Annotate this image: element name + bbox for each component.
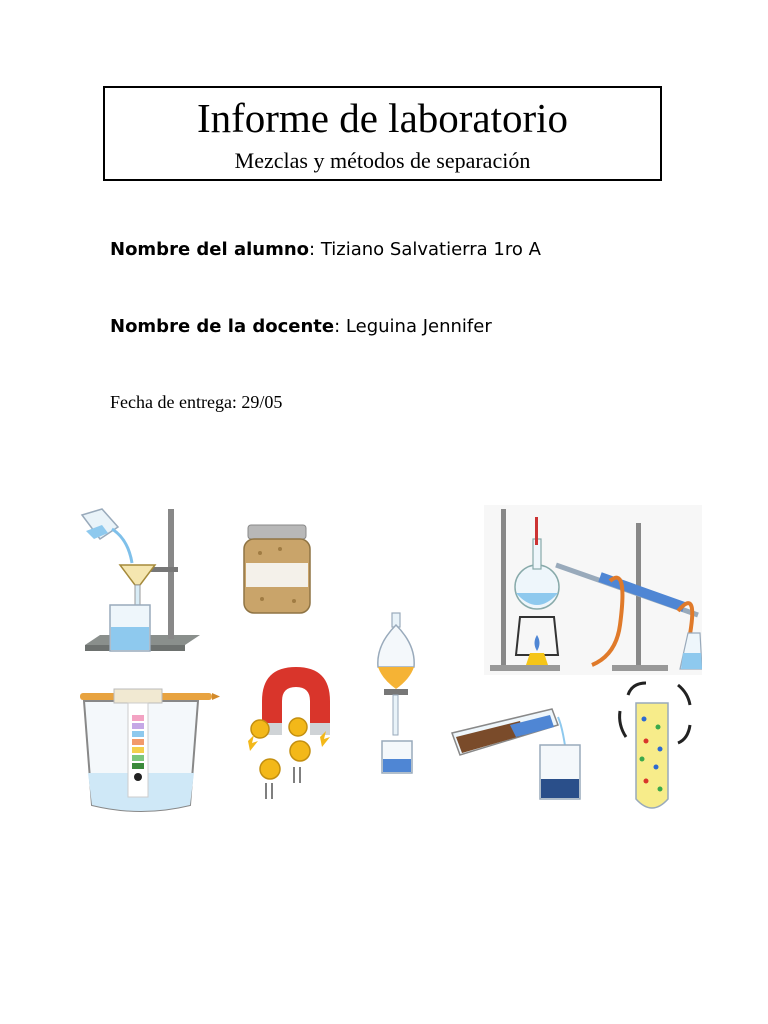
sand-jar-icon — [244, 525, 310, 613]
delivery-date: Fecha de entrega: 29/05 — [110, 392, 283, 412]
page-title: Informe de laboratorio — [196, 95, 569, 141]
page-subtitle: Mezclas y métodos de separación — [234, 148, 531, 173]
student-field: Nombre del alumno: Tiziano Salvatierra 1ro A — [110, 239, 541, 260]
teacher-name: Leguina Jennifer — [345, 316, 492, 337]
teacher-label: Nombre de la docente — [110, 316, 335, 337]
separation-methods-illustration — [80, 505, 702, 823]
student-label: Nombre del alumno — [110, 239, 310, 260]
teacher-field: Nombre de la docente: Leguina Jennifer — [110, 316, 492, 337]
distillation-icon — [484, 505, 702, 675]
student-name: Tiziano Salvatierra 1ro A — [320, 239, 541, 260]
title-box — [103, 86, 662, 181]
